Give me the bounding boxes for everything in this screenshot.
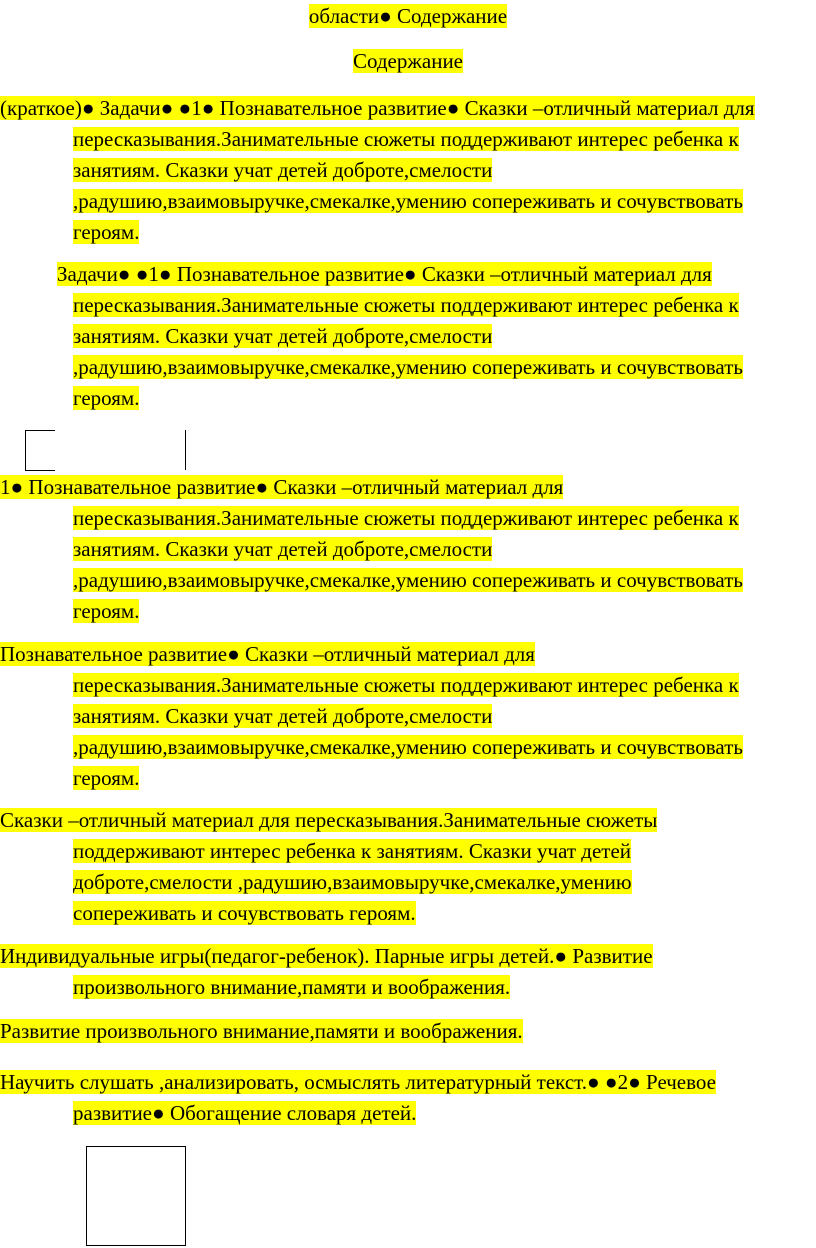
paragraph-line: занятиям. Сказки учат детей доброте,смелости (73, 158, 493, 182)
paragraph-line: пересказывания.Занимательные сюжеты поддерживают интерес ребенка к (73, 293, 739, 317)
paragraph-6 (0, 941, 816, 1003)
header-top-line (0, 2, 816, 30)
paragraph-8 (0, 1067, 816, 1129)
paragraph-line: ,радушию,взаимовыручке,смекалке,умению сопереживать и сочувствовать (73, 355, 743, 379)
paragraph-line: поддерживают интерес ребенка к занятиям. Сказки учат детей (73, 839, 632, 863)
frame-right-edge (185, 430, 186, 470)
paragraph-line: Научить слушать ,анализировать, осмыслять литературный текст.● ●2● Речевое (0, 1070, 716, 1094)
paragraph-line: героям. (73, 599, 140, 623)
paragraph-line: Сказки –отличный материал для пересказывания.Занимательные сюжеты (0, 808, 658, 832)
paragraph-line: Познавательное развитие● Сказки –отличный материал для (0, 642, 535, 666)
paragraph-line: героям. (73, 766, 140, 790)
paragraph-7 (0, 1016, 816, 1047)
paragraph-3 (0, 472, 816, 627)
paragraph-line: ,радушию,взаимовыручке,смекалке,умению сопереживать и сочувствовать (73, 189, 743, 213)
paragraph-line: занятиям. Сказки учат детей доброте,смелости (73, 704, 493, 728)
frame-left-edge (25, 430, 26, 470)
page-title (0, 47, 816, 75)
paragraph-line: пересказывания.Занимательные сюжеты поддерживают интерес ребенка к (73, 673, 739, 697)
paragraph-line: доброте,смелости ,радушию,взаимовыручке,смекалке,умению (73, 870, 632, 894)
page-title-text: Содержание (352, 49, 464, 73)
frame-top-edge (25, 430, 55, 431)
paragraph-line: героям. (73, 386, 140, 410)
paragraph-5 (0, 805, 816, 929)
paragraph-line: (краткое)● Задачи● ●1● Познавательное развитие● Сказки –отличный материал для (0, 96, 755, 120)
paragraph-line: героям. (73, 220, 140, 244)
paragraph-line: ,радушию,взаимовыручке,смекалке,умению сопереживать и сочувствовать (73, 735, 743, 759)
paragraph-4 (0, 639, 816, 794)
frame-bottom-edge (25, 470, 55, 471)
paragraph-line: Индивидуальные игры(педагог-ребенок). Парные игры детей.● Развитие (0, 944, 653, 968)
paragraph-2 (0, 259, 816, 414)
paragraph-line: ,радушию,взаимовыручке,смекалке,умению сопереживать и сочувствовать (73, 568, 743, 592)
paragraph-line: развитие● Обогащение словаря детей. (73, 1101, 417, 1125)
empty-box (86, 1146, 186, 1246)
paragraph-line: произвольного внимание,памяти и воображения. (73, 975, 511, 999)
paragraph-line: пересказывания.Занимательные сюжеты поддерживают интерес ребенка к (73, 127, 739, 151)
header-top-line-text: области● Содержание (308, 4, 508, 28)
paragraph-line: сопереживать и сочувствовать героям. (73, 901, 416, 925)
paragraph-line: Развитие произвольного внимание,памяти и воображения. (0, 1019, 523, 1043)
paragraph-line: занятиям. Сказки учат детей доброте,смелости (73, 324, 493, 348)
paragraph-line: Задачи● ●1● Познавательное развитие● Сказки –отличный материал для (57, 262, 712, 286)
paragraph-line: пересказывания.Занимательные сюжеты поддерживают интерес ребенка к (73, 506, 739, 530)
paragraph-1 (0, 93, 816, 248)
paragraph-line: занятиям. Сказки учат детей доброте,смелости (73, 537, 493, 561)
paragraph-line: 1● Познавательное развитие● Сказки –отличный материал для (0, 475, 564, 499)
frame-shape (25, 430, 185, 470)
